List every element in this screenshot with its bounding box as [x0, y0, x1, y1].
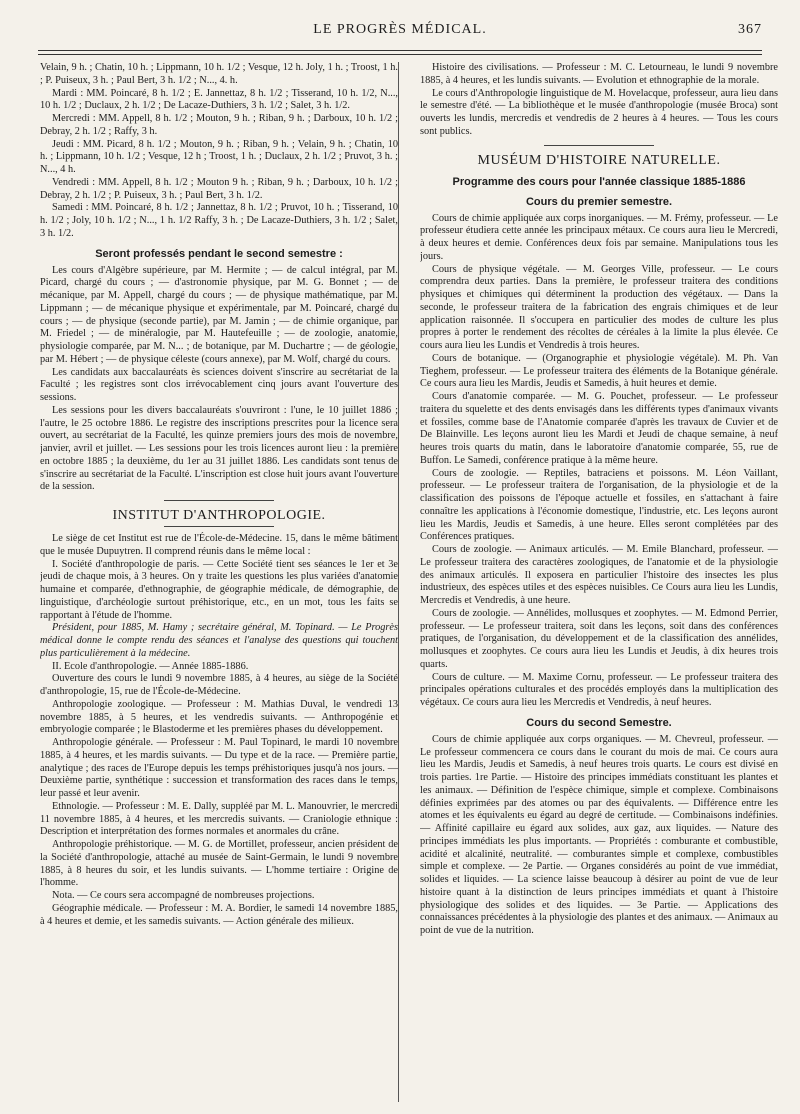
first-semester-heading: Cours du premier semestre.: [525, 195, 673, 208]
body-paragraph: Géographie médicale. — Professeur : M. A. Bordier, le samedi 14 novembre 1885, à 4 heures et demie, et les samedis suivants. — Action générale des milieux.: [40, 902, 398, 927]
right-column: [420, 62, 778, 1102]
body-paragraph: Président, pour 1885, M. Hamy ; secrétaire général, M. Topinard. — Le Progrès médical donne le compte rendu des séances et l'analyse des questions qui touchent plus particulièrement à la médecine.: [40, 622, 398, 659]
page-number: 367: [738, 22, 762, 37]
body-paragraph: Cours de physique végétale. — M. Georges Ville, professeur. — Le cours comprendra deux parties. Dans la première, le professeur traitera des conditions physiques et chimiques qui déterminent la production des végétaux. — Dans la seconde, le professeur traitera de la fabrication des engrais chimiques et de leur application raisonnée. Il s'occupera en particulier des modes de culture les plus propres à porter le rendement des récoltes de céréales à la limite la plus élevée. Ce cours aura lieu les Lundis et Vendredis à trois heures.: [420, 263, 778, 351]
body-paragraph: Cours de chimie appliquée aux corps inorganiques. — M. Frémy, professeur. — Le professeur étudiera cette année les principaux métaux. Ce cours aura lieu le Mercredi, à deux heures et demie. Conférences deux fois par semaine. Manipulations tous les jours.: [420, 212, 778, 262]
body-paragraph: Ouverture des cours le lundi 9 novembre 1885, à 4 heures, au siège de la Société d'anthropologie, 15, rue de l'École-de-Médecine.: [40, 673, 398, 697]
body-paragraph: Les cours d'Algèbre supérieure, par M. Hermite ; — de calcul intégral, par M. Picard, chargé du cours ; — d'astronomie physique, par M. G. Bonnet ; — de mécanique, par M. Appell, chargé du cours ; — de physique mathématique, par M. Lippmann ; — de mécanique physique et expérimentale, par M. Poincaré, chargé du cours ; — de physique (seconde partie), par M. Jamin ; — de chimie organique, par M. Friedel ; — de minéralogie, par M. Hautefeuille ; — de zoologie, anatomie, physiologie comparée, par M. N... ; de botanique, par M. Duchartre ; — de géologie, par M. Hébert ; — de physique céleste (cours annexe), par M. Wolf, chargé du cours.: [40, 264, 398, 365]
schedule-paragraph: Velain, 9 h. ; Chatin, 10 h. ; Lippmann, 10 h. 1/2 ; Vesque, 12 h. Joly, 1 h. ; Troost, 1 h. ; P. Puiseux, 3 h. ; Paul Bert, 3 h. 1/2 ; N..., 4. h.: [40, 62, 398, 86]
programme-heading: Programme des cours pour l'année classique 1885-1886: [452, 175, 746, 188]
section-divider: [544, 145, 654, 146]
body-paragraph: Cours de botanique. — (Organographie et physiologie végétale). M. Ph. Van Tieghem, professeur. — Le professeur traitera des éléments de la Botanique générale. Ce cours aura lieu les Mardis, Jeudis et Samedis, à huit heures et demie.: [420, 352, 778, 390]
body-paragraph: Ethnologie. — Professeur : M. E. Dally, suppléé par M. L. Manouvrier, le mercredi 11 novembre 1885, à 4 heures, et les mercredis suivants. — Craniologie ethnique : Description et interprétation des formes normales et anormales du crâne.: [40, 800, 398, 838]
body-paragraph: II. Ecole d'anthropologie. — Année 1885-1886.: [52, 660, 249, 672]
body-paragraph: Cours de culture. — M. Maxime Cornu, professeur. — Le professeur traitera des principales opérations culturales et des procédés employés dans la multiplication des végétaux. Ce cours aura lieu les Mercredis et Vendredis, à neuf heures.: [420, 671, 778, 708]
body-paragraph: Cours de zoologie. — Animaux articulés. — M. Emile Blanchard, professeur. — Le professeur traitera des caractères zoologiques, de l'anatomie et de la physiologie des animaux articulés. Il exposera en particulier l'histoire des insectes les plus industrieux, des espèces utiles et des espèces nuisibles. Ce Cours aura lieu les Lundis, Mercredis et Vendredis, à une heure.: [420, 544, 778, 606]
body-paragraph: Le siège de cet Institut est rue de l'École-de-Médecine. 15, dans le même bâtiment que le musée Dupuytren. Il comprend réunis dans le même local :: [40, 533, 398, 557]
schedule-paragraph: Jeudi : MM. Picard, 8 h. 1/2 ; Mouton, 9 h. ; Riban, 9 h. ; Velain, 9 h. ; Chatin, 10 h. ; Lippmann, 10 h. 1/2 ; Vesque, 12 h ; Troost, 1 h. ; Duclaux, 2 h. 1/2 ; Pruvot, 3 h. ; N..., 4 h.: [40, 138, 398, 175]
schedule-paragraph: Mardi : MM. Poincaré, 8 h. 1/2 ; E. Jannettaz, 8 h. 1/2 ; Tisserand, 10 h. 1/2, N..., 10 h. 1/2 ; Duclaux, 2 h. 1/2 ; De Lacaze-Duthiers, 3 h. 1/2 ; Salet, 3 h. 1/2.: [40, 87, 398, 112]
schedule-paragraph: Vendredi : MM. Appell, 8 h. 1/2 ; Mouton 9 h. ; Riban, 9 h. ; Darboux, 10 h. 1/2 ; Debray, 2 h. 1/2 ; P. Puiseux, 3 h. ; Paul Bert, 3 h. 1/2.: [40, 176, 398, 201]
body-paragraph: Cours de zoologie. — Annélides, mollusques et zoophytes. — M. Edmond Perrier, professeur. — Le professeur traitera, soit dans les leçons, soit dans des conférences pratiques, de l'organisation, du développement et de la classification des annélides, mollusques et zoophytes. Ce cours aura lieu les Lundis et Jeudis, à dix heures trois quarts.: [420, 607, 778, 670]
body-paragraph: Anthropologie zoologique. — Professeur : M. Mathias Duval, le vendredi 13 novembre 1885, à 5 heures, et les vendredis suivants. — Anthropogénie et embryologie comparée ; le Blastoderme et les premières phases du développement.: [40, 698, 398, 736]
section-divider: [164, 500, 274, 501]
header-rule: [38, 50, 762, 51]
institut-title: INSTITUT D'ANTHROPOLOGIE.: [112, 508, 326, 523]
body-paragraph: Anthropologie générale. — Professeur : M. Paul Topinard, le mardi 10 novembre 1885, à 4 heures, et les mardis suivants. — Du type et de la race. — Première partie, analytique ; des races de l'Europe depuis les temps préhistoriques jusqu'à nos jours. — Deuxième partie, synthétique : succession et transformation des races dans le temps, leur passé et leur avenir.: [40, 737, 398, 799]
second-semester-heading: Seront professés pendant le second semestre :: [95, 247, 343, 260]
schedule-paragraph: Samedi : MM. Poincaré, 8 h. 1/2 ; Jannettaz, 8 h. 1/2 ; Pruvot, 10 h. ; Tisserand, 10 h. 1/2 ; Joly, 10 h. 1/2 ; N..., 1 h. 1/2 Raffy, 3 h. ; De Lacaze-Duthiers, 3 h. 1/2 ; Salet, 3 h. 1/2.: [40, 202, 398, 239]
schedule-paragraph: Mercredi : MM. Appell, 8 h. 1/2 ; Mouton, 9 h. ; Riban, 9 h. ; Darboux, 10 h. 1/2 ; Debray, 2 h. 1/2 ; Raffy, 3 h.: [40, 113, 398, 137]
second-semester-course-heading: Cours du second Semestre.: [526, 716, 672, 729]
section-divider: [164, 526, 274, 527]
body-paragraph: Histoire des civilisations. — Professeur : M. C. Letourneau, le lundi 9 novembre 1885, à 4 heures, et les lundis suivants. — Evolution et ethnographie de la morale.: [420, 62, 778, 86]
header-rule-double: [38, 54, 762, 55]
body-paragraph: Cours d'anatomie comparée. — M. G. Pouchet, professeur. — Le professeur traitera du squelette et des dents envisagés dans les différents types d'animaux vivants et fossiles, comme base de l'Anatomie comparée d'après les travaux de Cuvier et de De Blainville. Les leçons auront lieu les Mardi et Jeudi de chaque semaine, à neuf heures trois quarts du matin, dans le laboratoire d'anatomie comparée, 55, rue de Buffon. Le Samedi, conférence pratique à la même heure.: [420, 391, 778, 466]
body-paragraph: Anthropologie préhistorique. — M. G. de Mortillet, professeur, ancien président de la Société d'anthropologie, attaché au musée de Saint-Germain, le lundi 9 novembre 1885, à 8 heures du soir, et les lundis suivants. — L'homme tertiaire : Origine de l'homme.: [40, 839, 398, 889]
body-paragraph: Cours de chimie appliquée aux corps organiques. — M. Chevreul, professeur. — Le professeur commencera ce cours dans le courant du mois de mai. Ce cours aura lieu les Mardis, Jeudis et Samedis, à neuf heures trois quarts. Le cours est divisé en trois parties. 1re Partie. — Histoire des principes immédiats constituant les plantes et les animaux. — Définition de l'espèce chimique, simple et complexe. Combinaisons définies exprimées par des atomes ou par des équivalents. — Différence entre les atomes et les équivalents eu égard au degré de certitude. — Combinaisons indéfinies. — Affinité capillaire eu égard aux solides, aux gaz, aux liquides. — Nature des principes immédiats les plus importants. — Propriétés : comburante et combustible, acidité et alcalinité, neutralité. — comburantes simple et complexe, combustibles simple et complexe. — 2e Partie. — Organes considérés au point de vue immédiat, solides et liquides. — La science laisse beaucoup à désirer au point de vue de leur histoire quant à la distinction de leurs principes immédiats et quant à l'histoire physiologique des solides et des liquides. — 3e Partie. — Applications des connaissances précédentes à la physiologie des plantes et des animaux. — Animaux au point de vue de la nutrition.: [420, 733, 778, 936]
body-paragraph: Le cours d'Anthropologie linguistique de M. Hovelacque, professeur, aura lieu dans le semestre d'été. — La bibliothèque et le musée d'anthropologie (musée Broca) sont ouverts les lundis, mercredis et vendredis de 2 heures à 4 heures. — Tous les cours sont publics.: [420, 87, 778, 137]
body-paragraph: Les candidats aux baccalauréats ès sciences doivent s'inscrire au secrétariat de la Faculté ; les registres sont clos irrévocablement cinq jours avant l'ouverture des sessions.: [40, 366, 398, 403]
running-title: LE PROGRÈS MÉDICAL.: [313, 22, 487, 37]
column-divider: [398, 62, 399, 1102]
body-paragraph: Nota. — Ce cours sera accompagné de nombreuses projections.: [52, 890, 315, 901]
body-paragraph: Les sessions pour les divers baccalauréats s'ouvriront : l'une, le 10 juillet 1886 ; l'autre, le 25 octobre 1886. Le registre des inscriptions prescrites pour la licence sera ouvert, au secrétariat de la Faculté, les quinze premiers jours des mois de novembre, janvier, avril et juillet. — Les sessions pour les trois licences auront lieu : la première en octobre 1885 ; la deuxième, du 1er au 31 juillet 1886. Les candidats sont tenus de s'inscrire au secrétariat de la Faculté. L'inscription est close huit jours avant l'ouverture de la session.: [40, 404, 398, 493]
left-column: [40, 62, 398, 1102]
museum-title: MUSÉUM D'HISTOIRE NATURELLE.: [477, 152, 721, 168]
running-head: [38, 22, 762, 44]
body-paragraph: Cours de zoologie. — Reptiles, batraciens et poissons. M. Léon Vaillant, professeur. — Le professeur traitera de l'organisation, de la physiologie et de la classification des poissons de l'époque actuelle et fossiles, en s'attachant à faire connaître les applications à l'économie domestique, l'industrie, etc. Les leçons auront lieu les Mardis, Jeudis et Samedis, à une heure. Elles seront complétées par des Conférences pratiques.: [420, 467, 778, 543]
body-paragraph: I. Société d'anthropologie de paris. — Cette Société tient ses séances le 1er et 3e jeudi de chaque mois, à 3 heures. On y traite les questions les plus variées d'anatomie humaine et comparée, d'ethnographie, de géographie médicale, de démographie, de linguistique, d'archéologie surtout préhistorique, etc., en un mot, tous les faits se rapportant à l'étude de l'homme.: [40, 558, 398, 621]
